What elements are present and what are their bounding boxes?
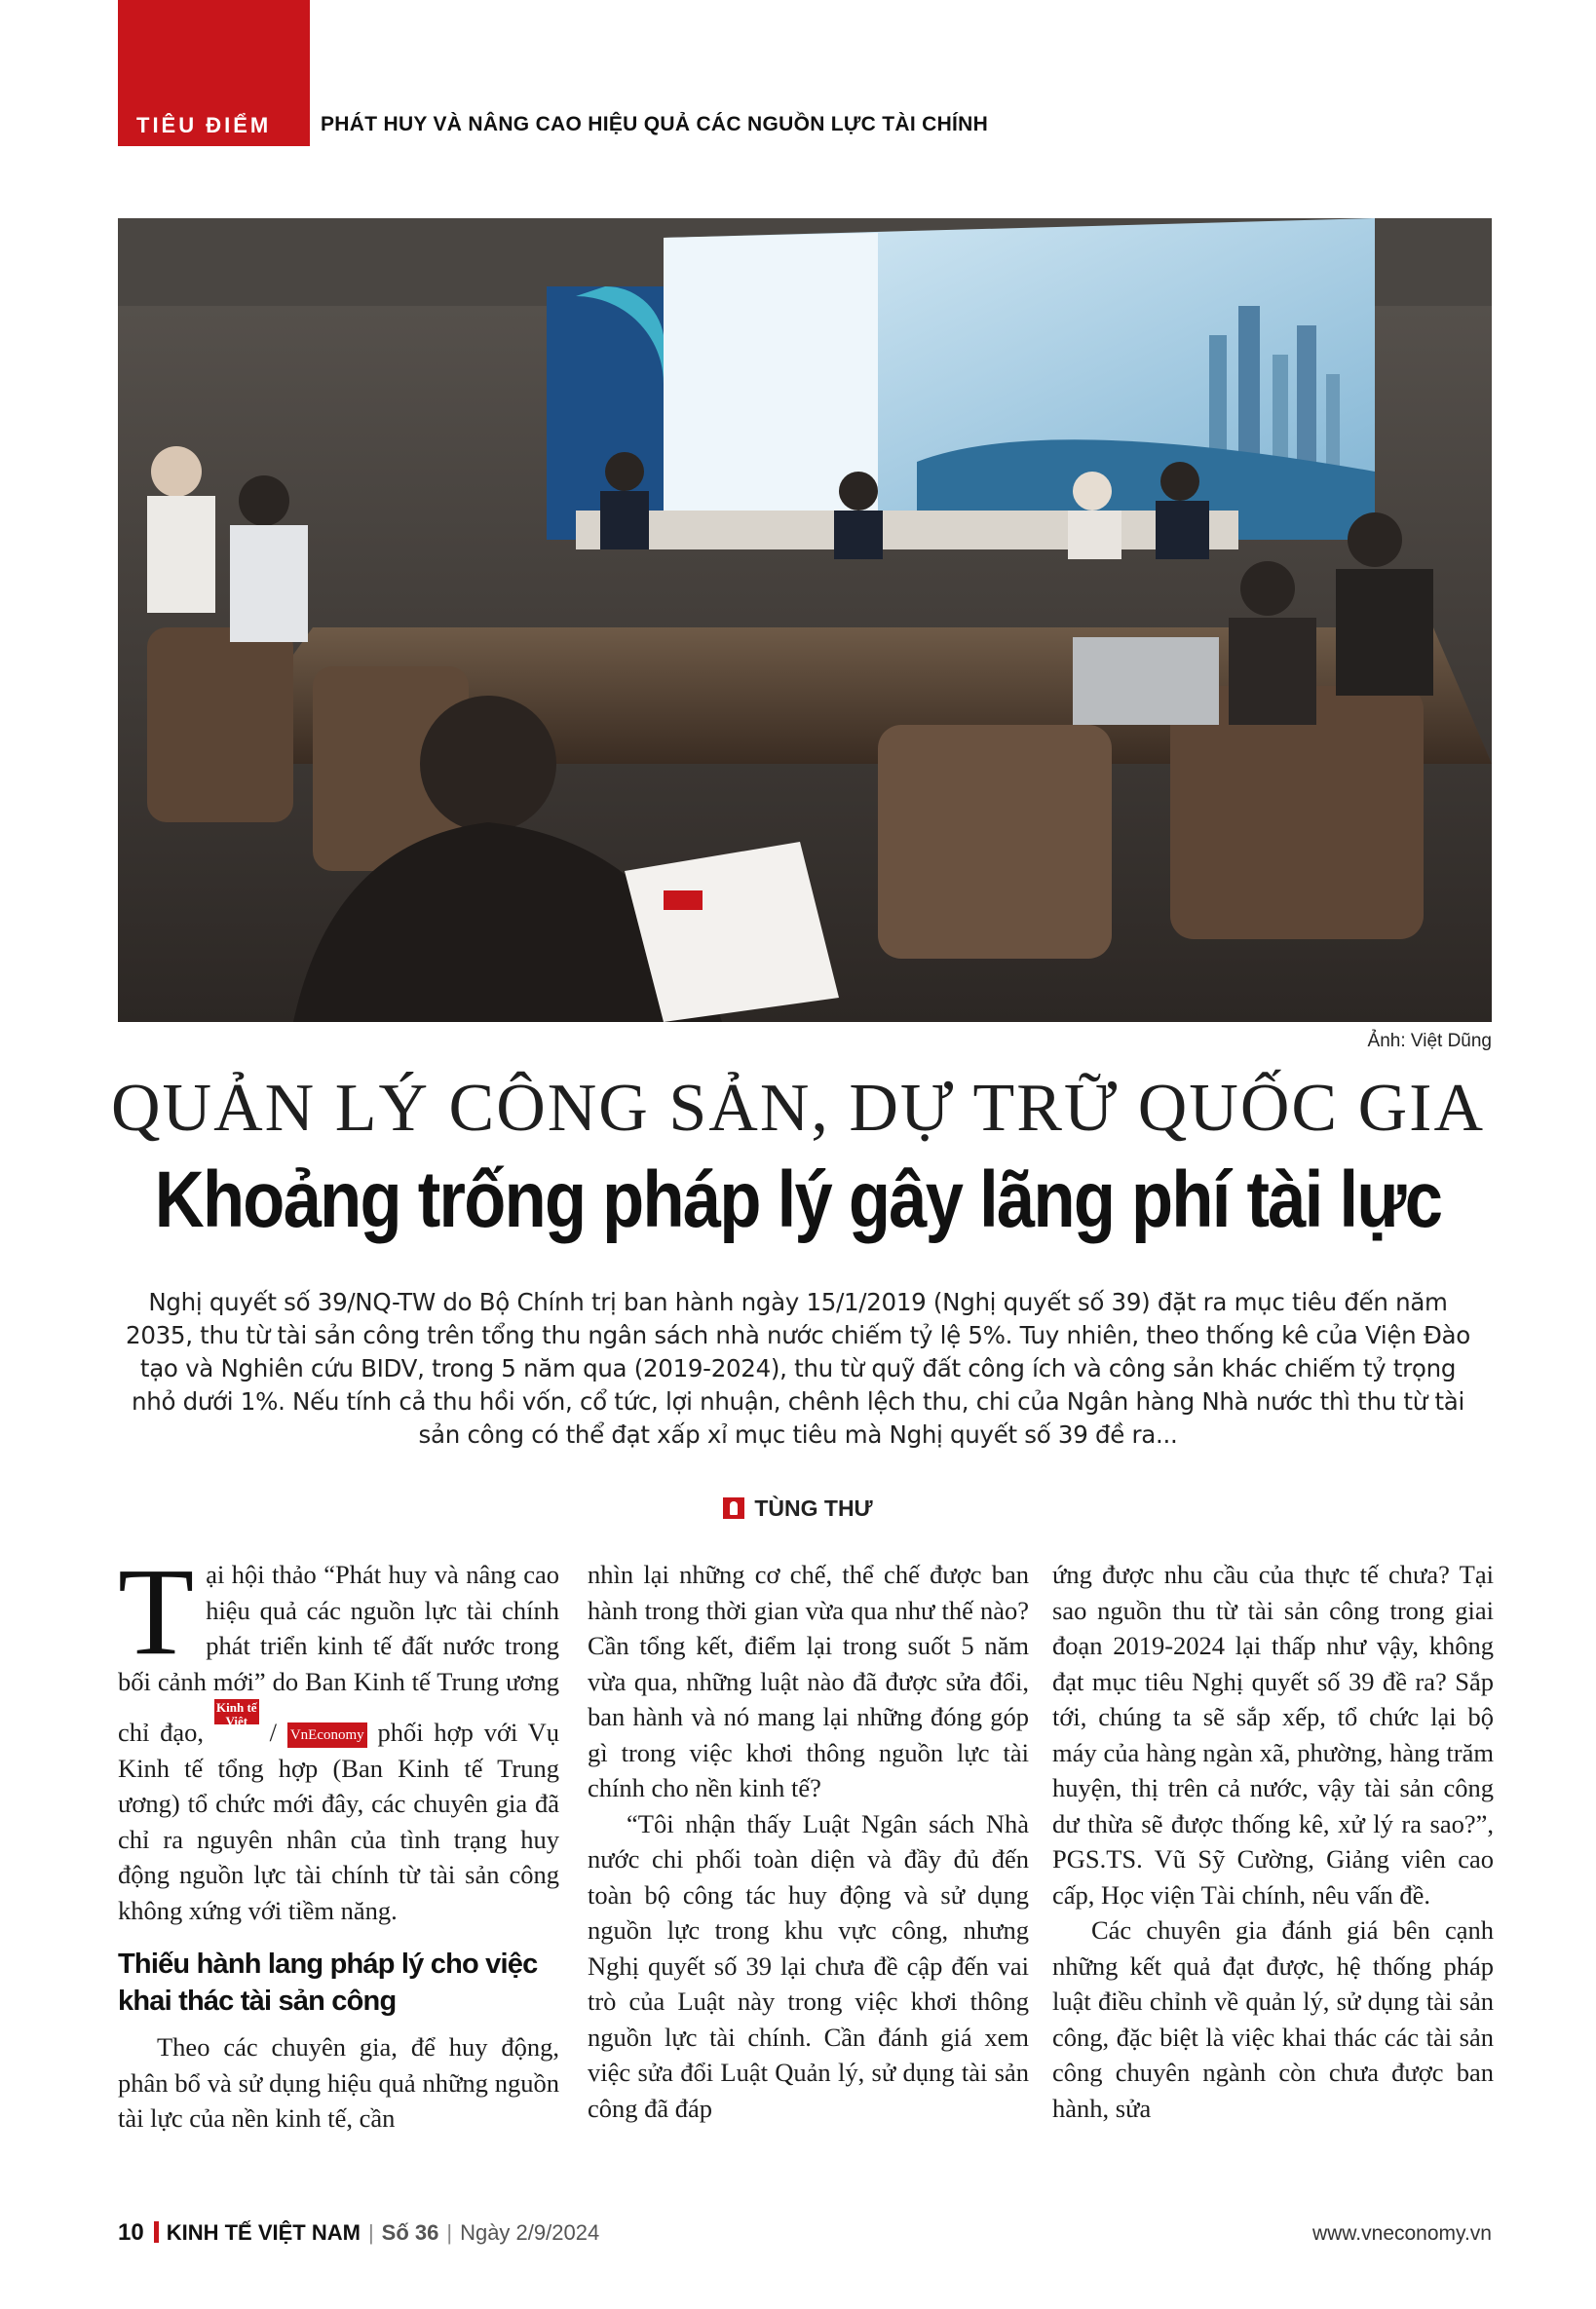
article-title: Khoảng trống pháp lý gây lãng phí tài lực [154,1155,1442,1244]
section-label: TIÊU ĐIỂM [136,113,272,137]
body-column-1 [118,1542,560,2137]
website-link[interactable]: www.vneconomy.vn [1311,2222,1492,2245]
magazine-name: KINH TẾ VIỆT NAM [166,2220,361,2245]
section-subhead: Thiếu hành lang pháp lý cho việc khai thác tài sản công [118,1949,538,2017]
paragraph: ứng được nhu cầu của thực tế chưa? Tại sao nguồn thu từ tài sản công trong giai đoạn 2019-2024 lại thấp như vậy, không đạt mục tiêu Nghị quyết số 39 đề ra? Sắp tới, chúng ta sẽ sắp xếp, tổ chức lại bộ máy của hàng ngàn xã, phường, hàng trăm huyện, thị trên cả nước, vậy tài sản công dư thừa sẽ được thống kê, xử lý ra sao?”, PGS.TS. Vũ Sỹ Cường, Giảng viên cao cấp, Học viện Tài chính, nêu vấn đề. [1052,1560,1494,1910]
article-lead: Nghị quyết số 39/NQ-TW do Bộ Chính trị ban hành ngày 15/1/2019 (Nghị quyết số 39) đặt ra mục tiêu đến năm 2035, thu từ tài sản công trên tổng thu ngân sách nhà nước chiếm tỷ lệ 5%. Tuy nhiên, theo thống kê của Viện Đào tạo và Nghiên cứu BIDV, trong 5 năm qua (2019-2024), thu từ quỹ đất công ích và công sản khác chiếm tỷ trọng nhỏ dưới 1%. Nếu tính cả thu hồi vốn, cổ tức, lợi nhuận, chênh lệch thu, chi của Ngân hàng Nhà nước thì thu từ tài sản công có thể đạt xấp xỉ mục tiêu mà Nghị quyết số 39 đề ra... [126,1288,1470,1449]
author-name: TÙNG THƯ [754,1495,873,1521]
paragraph: Các chuyên gia đánh giá bên cạnh những kết quả đạt được, hệ thống pháp luật điều chỉnh về quản lý, sử dụng tài sản công, đặc biệt là việc khai thác các tài sản công chuyên ngành còn chưa được ban hành, sửa [1052,1915,1494,2123]
article-kicker: QUẢN LÝ CÔNG SẢN, DỰ TRỮ QUỐC GIA [110,1071,1485,1146]
photo-credit: Ảnh: Việt Dũng [1367,1031,1492,1051]
page-number: 10 [118,2219,144,2246]
author-icon [723,1497,744,1519]
footer-divider [154,2221,159,2243]
paragraph: nhìn lại những cơ chế, thể chế được ban hành trong thời gian vừa qua như thế nào? Cần tổng kết, điểm lại trong suốt 5 năm vừa qua, những luật nào đã được sửa đổi, ban hành và nó mang lại những đóng góp gì trong việc khơi thông nguồn lực tài chính cho nền kinh tế? [588,1560,1029,1802]
paragraph: “Tôi nhận thấy Luật Ngân sách Nhà nước chi phối toàn diện và đầy đủ đến toàn bộ công tác huy động và sử dụng nguồn lực trong khu vực công, nhưng Nghị quyết số 39 lại chưa đề cập đến vai trò của Luật này trong việc khơi thông nguồn lực tài chính. Cần đánh giá xem việc sửa đổi Luật Quản lý, sử dụng tài sản công đã đáp [588,1808,1029,2123]
issue-number: Số 36 [381,2220,439,2245]
article-author [0,1495,1596,1522]
topic-title: PHÁT HUY VÀ NÂNG CAO HIỆU QUẢ CÁC NGUỒN LỰC TÀI CHÍNH [321,113,989,135]
issue-date: Ngày 2/9/2024 [460,2220,600,2245]
page-footer: 10 KINH TẾ VIỆT NAM | Số 36 | Ngày 2/9/2024 [118,2219,600,2246]
body-column-2 [588,1557,1029,2126]
kinh-te-logo: Kinh tế Việt Nam [214,1699,259,1724]
drop-cap: T [118,1542,195,1681]
conference-photo [118,218,1492,1022]
paragraph: Theo các chuyên gia, để huy động, phân bổ và sử dụng hiệu quả những nguồn tài lực của nền kinh tế, cần [118,2032,559,2133]
body-column-3 [1052,1557,1494,2126]
vneconomy-logo: VnEconomy [287,1722,367,1748]
paragraph: Tại hội thảo “Phát huy và nâng cao hiệu quả các nguồn lực tài chính phát triển kinh tế đất nước trong bối cảnh mới” do Ban Kinh tế Trung ương chỉ đạo, Kinh tế Việt Nam / VnEconomy phối hợp với Vụ Kinh tế tổng hợp (Ban Kinh tế Trung ương) tổ chức mới đây, các chuyên gia đã chỉ ra nguyên nhân của tình trạng huy động nguồn lực tài chính từ tài sản công không xứng với tiềm năng. [118,1542,560,1925]
